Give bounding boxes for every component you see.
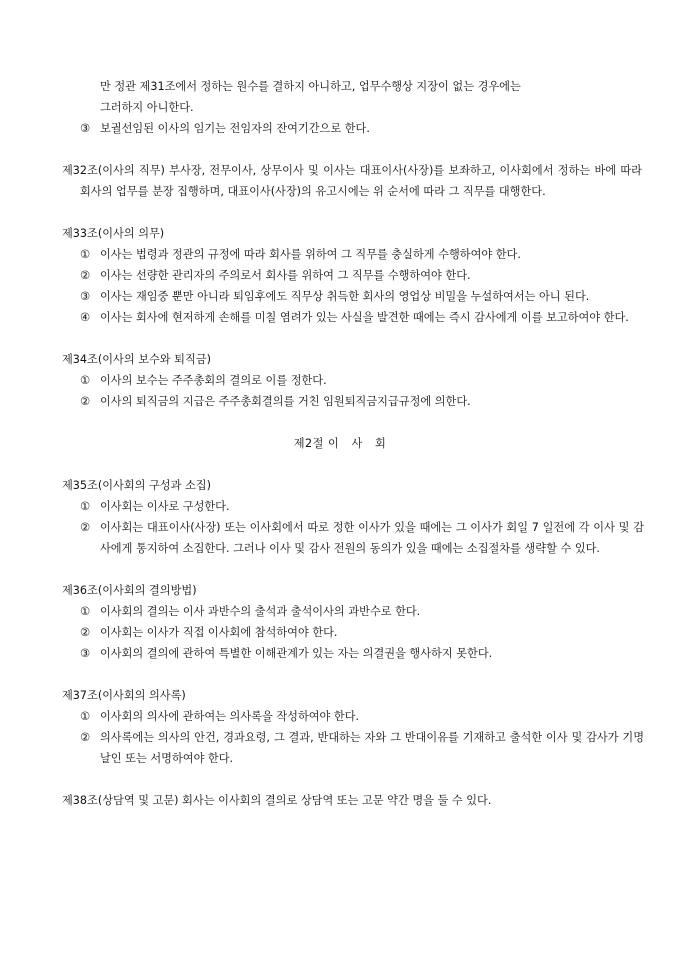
article-31-continuation-line-1: 만 정관 제31조에서 정하는 원수를 결하지 아니하고, 업무수행상 지장이 없는 경우에는 <box>100 80 521 93</box>
article-31-continuation-line-2: 그러하지 아니한다. <box>100 101 194 114</box>
section-heading <box>0 433 680 454</box>
item-number: ③ <box>80 122 91 135</box>
article-37-title: 제37조(이사회의 의사록) <box>62 689 186 702</box>
item-number: ② <box>80 626 91 639</box>
article-37-item-2 <box>80 727 644 769</box>
article-33-item-2 <box>80 265 644 286</box>
item-text: 이사회는 이사로 구성한다. <box>100 500 230 513</box>
item-number: ④ <box>80 311 91 324</box>
item-text: 의사록에는 의사의 안건, 경과요령, 그 결과, 반대하는 자와 그 반대이유를 기재하고 출석한 이사 및 감사가 기명날인 또는 서명하여야 한다. <box>100 731 644 765</box>
article-33-item-3 <box>80 286 644 307</box>
item-number: ① <box>80 605 91 618</box>
article-36-item-2 <box>80 622 644 643</box>
item-number: ③ <box>80 647 91 660</box>
item-text: 이사회는 대표이사(사장) 또는 이사회에서 따로 정한 이사가 있을 때에는 그 이사가 회일 7 일전에 각 이사 및 감사에게 통지하여 소집한다. 그러나 이사 및 감사 전원의 동의가 있을 때에는 소집절차를 생략할 수 있다. <box>100 521 644 555</box>
section-title: 제2절 이 사 회 <box>293 437 387 450</box>
article-36-item-1 <box>80 601 644 622</box>
article-37-item-1 <box>80 706 644 727</box>
item-text: 이사는 법령과 정관의 규정에 따라 회사를 위하여 그 직무를 충실하게 수행하여야 한다. <box>100 248 521 261</box>
article-34-item-1 <box>80 370 644 391</box>
article-36-item-3 <box>80 643 644 664</box>
article-34-title: 제34조(이사의 보수와 퇴직금) <box>62 353 211 366</box>
item-text: 보궐선임된 이사의 임기는 전임자의 잔여기간으로 한다. <box>100 122 370 135</box>
item-number: ② <box>80 269 91 282</box>
article-31-item-3 <box>80 118 644 139</box>
item-text: 이사의 퇴직금의 지급은 주주총회결의를 거친 임원퇴직금지급규정에 의한다. <box>100 395 471 408</box>
item-number: ③ <box>80 290 91 303</box>
item-text: 이사의 보수는 주주총회의 결의로 이를 정한다. <box>100 374 327 387</box>
article-34-item-2 <box>80 391 644 412</box>
item-text: 이사회의 결의는 이사 과반수의 출석과 출석이사의 과반수로 한다. <box>100 605 421 618</box>
item-text: 이사회의 결의에 관하여 특별한 이해관계가 있는 자는 의결권을 행사하지 못한다. <box>100 647 493 660</box>
item-text: 이사회는 이사가 직접 이사회에 참석하여야 한다. <box>100 626 338 639</box>
article-33-item-1 <box>80 244 644 265</box>
item-number: ② <box>80 731 91 744</box>
item-text: 이사는 재임중 뿐만 아니라 퇴임후에도 직무상 취득한 회사의 영업상 비밀을 누설하여서는 아니 된다. <box>100 290 590 303</box>
article-36-title: 제36조(이사회의 결의방법) <box>62 584 197 597</box>
article-35-title: 제35조(이사회의 구성과 소집) <box>62 479 211 492</box>
item-number: ① <box>80 248 91 261</box>
item-text: 이사는 선량한 관리자의 주의로서 회사를 위하여 그 직무를 수행하여야 한다. <box>100 269 471 282</box>
item-text: 이사회의 의사에 관하여는 의사록을 작성하여야 한다. <box>100 710 360 723</box>
item-number: ① <box>80 500 91 513</box>
article-33-title: 제33조(이사의 의무) <box>62 227 165 240</box>
article-32: 제32조(이사의 직무) 부사장, 전무이사, 상무이사 및 이사는 대표이사(사장)를 보좌하고, 이사회에서 정하는 바에 따라 회사의 업무를 분장 집행하며, 대표이사(사장)의 유고시에는 위 순서에 따라 그 직무를 대행한다. <box>62 164 642 198</box>
item-text: 이사는 회사에 현저하게 손해를 미칠 염려가 있는 사실을 발견한 때에는 즉시 감사에게 이를 보고하여야 한다. <box>100 311 629 324</box>
item-number: ② <box>80 521 91 534</box>
article-35-item-1 <box>80 496 644 517</box>
item-number: ② <box>80 395 91 408</box>
article-35-item-2 <box>80 517 644 559</box>
item-number: ① <box>80 710 91 723</box>
article-38: 제38조(상담역 및 고문) 회사는 이사회의 결의로 상담역 또는 고문 약간 명을 둘 수 있다. <box>62 794 492 807</box>
article-33-item-4 <box>80 307 644 328</box>
item-number: ① <box>80 374 91 387</box>
